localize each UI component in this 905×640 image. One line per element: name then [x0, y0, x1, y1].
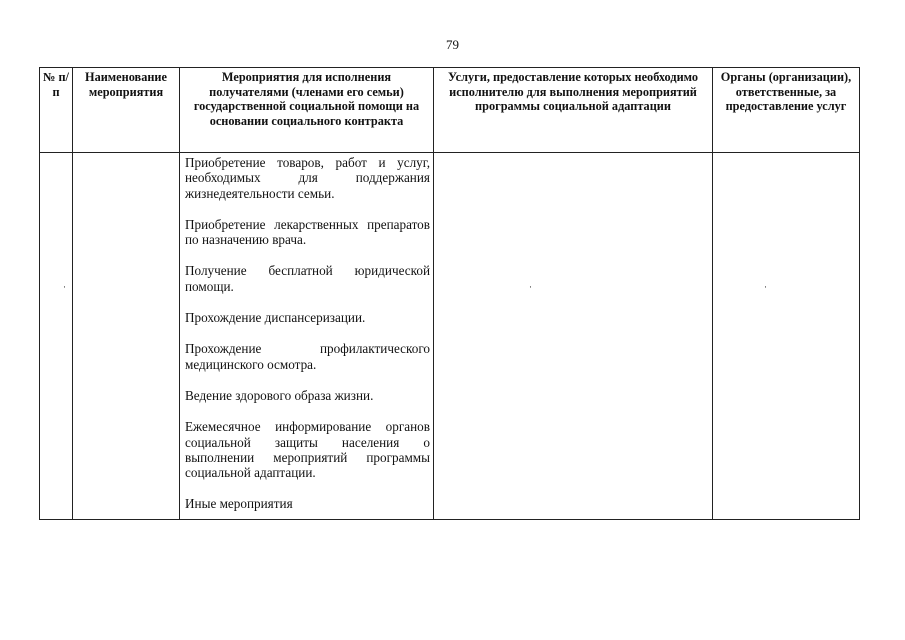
header-number: № п/п — [40, 68, 73, 153]
scan-dot-decoration: · — [63, 282, 66, 292]
measures-list — [180, 153, 433, 512]
page-number: 79 — [446, 37, 459, 52]
measure-item: Приобретение товаров, работ и услуг, необходимых для поддержания жизнедеятельности семьи. — [185, 155, 430, 201]
measure-item: Получение бесплатной юридической помощи. — [185, 263, 430, 294]
measure-item: Прохождение профилактического медицинского осмотра. — [185, 341, 430, 372]
table-row — [40, 153, 860, 520]
cell-name — [73, 153, 180, 520]
scan-dot-decoration: · — [529, 282, 532, 292]
header-name: Наименование мероприятия — [73, 68, 180, 153]
measure-item: Прохождение диспансеризации. — [185, 310, 366, 326]
table-header-row — [40, 68, 860, 153]
header-organizations: Органы (организации), ответственные, за предоставление услуг — [713, 68, 860, 153]
measure-item: Ведение здорового образа жизни. — [185, 387, 374, 403]
measure-item: Приобретение лекарственных препаратов по назначению врача. — [185, 216, 430, 248]
cell-number — [40, 153, 73, 520]
measure-item: Ежемесячное информирование органов социальной защиты населения о выполнении мероприятий программы социальной адаптации. — [185, 419, 430, 481]
cell-services — [434, 153, 713, 520]
header-measures: Мероприятия для исполнения получателями (членами его семьи) государственной социальной помощи на основании социального контракта — [180, 68, 434, 153]
program-table — [39, 67, 860, 520]
header-services: Услуги, предоставление которых необходимо исполнителю для выполнения мероприятий программы социальной адаптации — [434, 68, 713, 153]
cell-measures — [180, 153, 434, 520]
scan-dot-decoration: · — [764, 282, 767, 292]
measure-item: Иные мероприятия — [185, 496, 293, 512]
cell-organizations — [713, 153, 860, 520]
